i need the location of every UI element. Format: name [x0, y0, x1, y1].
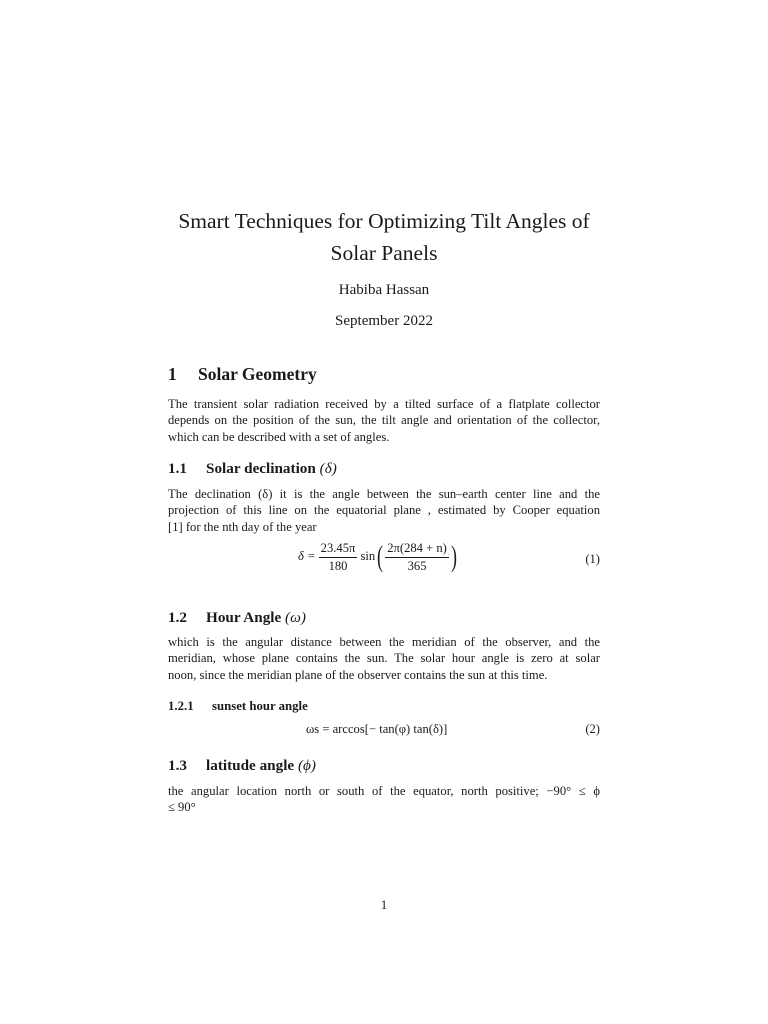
paragraph-line: projection of this line on the equatorial plane , estimated by Cooper equation: [168, 503, 600, 518]
paragraph-line: [1] for the nth day of the year: [168, 519, 317, 534]
section-number: 1.2.1: [168, 699, 194, 713]
paragraph-line: depends on the position of the sun, the tilt angle and orientation of the collector,: [168, 413, 600, 428]
equation-1: [168, 540, 600, 582]
section-number: 1: [168, 364, 177, 384]
paragraph-line: The transient solar radiation received by a tilted surface of a flatplate collector: [168, 397, 600, 411]
section-number: 1.3: [168, 757, 187, 774]
equation-number: (1): [585, 552, 600, 566]
author: Habiba Hassan: [338, 282, 430, 298]
paragraph-line: the angular location north or south of the equator, north positive; −90° ≤ ϕ: [168, 784, 600, 798]
title-line-1: Smart Techniques for Optimizing Tilt Angles of: [178, 209, 590, 233]
section-symbol: (δ): [319, 460, 337, 477]
section-title: Solar Geometry: [198, 364, 317, 384]
equation-2: [168, 722, 600, 742]
fraction-2: [385, 541, 449, 574]
section-title: sunset hour angle: [212, 699, 308, 713]
paper-title: [100, 205, 668, 269]
title-line-2: Solar Panels: [330, 241, 438, 265]
equation-2-body: ωs = arccos[− tan(φ) tan(δ)]: [306, 722, 448, 736]
left-paren-symbol: (: [377, 540, 384, 573]
section-title: Solar declination: [206, 460, 316, 477]
paragraph-line: which is the angular distance between the meridian of the observer, and the: [168, 635, 600, 649]
section-symbol: (ϕ): [297, 757, 316, 774]
section-1-3-paragraph: [168, 783, 600, 816]
equation-number: (2): [585, 722, 600, 736]
section-symbol: (ω): [285, 609, 306, 626]
section-title: Hour Angle: [206, 609, 282, 626]
section-1-2-heading: [168, 609, 306, 627]
sin-function: sin: [360, 548, 376, 563]
equation-1-body: [298, 540, 459, 574]
section-1-2-1-heading: [168, 699, 308, 714]
paragraph-line: The declination (δ) it is the angle between the sun–earth center line and the: [168, 487, 600, 501]
date: September 2022: [335, 313, 433, 329]
fraction-denominator: 180: [328, 558, 348, 573]
fraction-denominator: 365: [407, 558, 427, 573]
page-number: 1: [380, 897, 388, 912]
equation-lhs: δ =: [298, 548, 316, 563]
section-1-paragraph: [168, 396, 600, 445]
fraction-numerator: 23.45π: [319, 541, 358, 558]
paragraph-line: ≤ 90°: [168, 800, 196, 815]
section-1-1-paragraph: [168, 486, 600, 535]
section-1-heading: [168, 364, 317, 385]
section-number: 1.2: [168, 609, 187, 626]
paragraph-line: meridian, whose plane contains the sun. The solar hour angle is zero at solar: [168, 651, 600, 666]
section-number: 1.1: [168, 460, 187, 477]
section-title: latitude angle: [206, 757, 295, 774]
fraction-numerator: 2π(284 + n): [385, 541, 449, 558]
section-1-3-heading: [168, 757, 316, 775]
section-1-2-paragraph: [168, 634, 600, 683]
fraction-1: [319, 541, 358, 574]
paragraph-line: noon, since the meridian plane of the observer contains the sun at this time.: [168, 667, 548, 682]
right-paren-symbol: ): [450, 540, 457, 573]
section-1-1-heading: [168, 460, 337, 478]
paragraph-line: which can be described with a set of angles.: [168, 429, 390, 444]
